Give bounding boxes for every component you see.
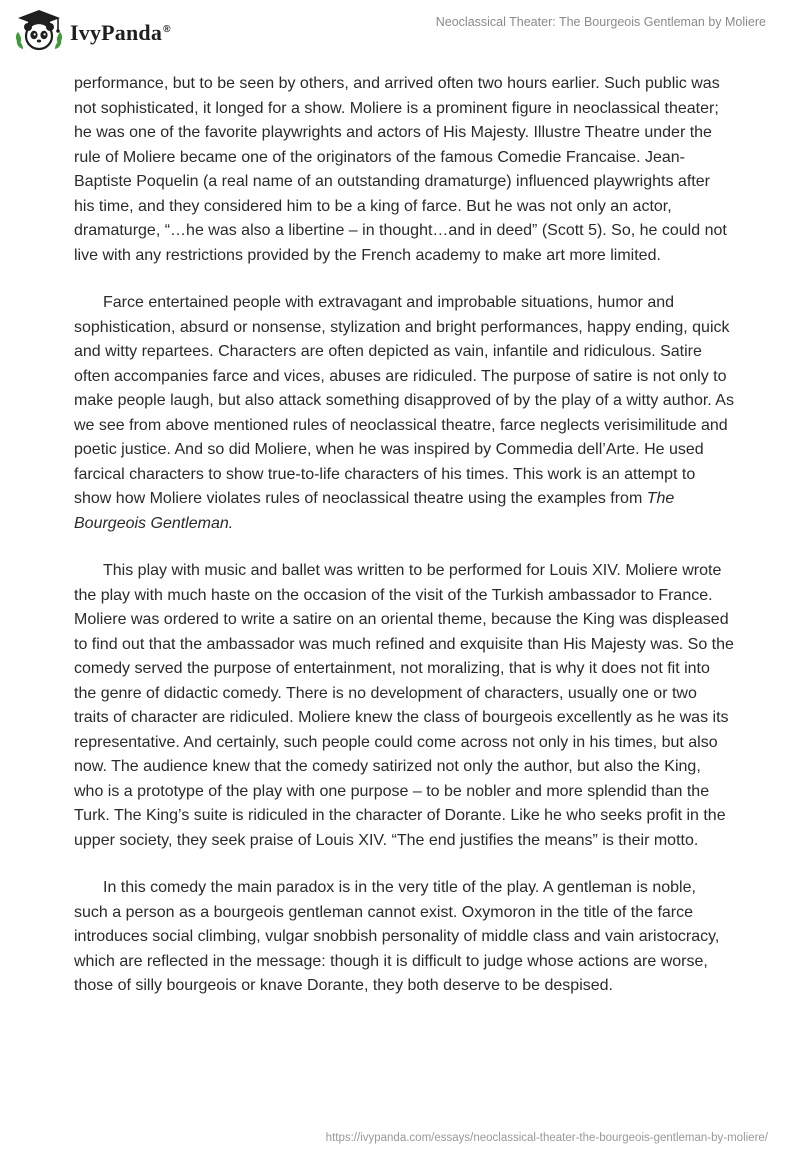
graduation-cap-panda-icon (14, 8, 64, 52)
paragraph-text: This play with music and ballet was written to be performed for Louis XIV. Moliere wrote the play with much haste on the occasion of the visit of the Turkish ambassador to France. Moliere was ordered to write a satire on an oriental theme, because the King was displeased to find out that the ambassador was much refined and exquisite than His Majesty was. So the comedy served the purpose of entertainment, not moralizing, that is why it does not fit into the genre of didactic comedy. There is no development of characters, usually one or two traits of character are ridiculed. Moliere knew the class of bourgeois excellently as he was its representative. And certainly, such people could come across not only in his times, but also now. The audience knew that the comedy satirized not only the author, but also the King, who is a prototype of the play with one purpose – to be nobler and more splendid than the Turk. The King’s suite is ridiculed in the character of Dorante. Like he who seeks profit in the upper society, they seek praise of Louis XIV. “The end justifies the means” is their motto. (74, 562, 734, 849)
paragraph-text: performance, but to be seen by others, and arrived often two hours earlier. Such public was not sophisticated, it longed for a show. Moliere is a prominent figure in neoclassical theater; he was one of the favorite playwrights and actors of His Majesty. Illustre Theatre under the rule of Moliere became one of the originators of the famous Comedie Francaise. Jean-Baptiste Poquelin (a real name of an outstanding dramaturge) influenced playwrights after his time, and they considered him to be a king of farce. But he was not only an actor, dramaturge, “…he was also a libertine – in thought…and in deed” (Scott 5). So, he could not live with any restrictions provided by the French academy to make art more limited. (74, 75, 727, 264)
brand-name-text: IvyPanda (70, 20, 163, 45)
paragraph (74, 876, 734, 999)
source-url[interactable]: https://ivypanda.com/essays/neoclassical-theater-the-bourgeois-gentleman-by-moliere/ (325, 1132, 768, 1144)
ivypanda-logo[interactable] (14, 8, 171, 52)
paragraph-text: Farce entertained people with extravagant and improbable situations, humor and sophistication, absurd or nonsense, stylization and bright performances, happy ending, quick and witty repartees. Characters are often depicted as vain, infantile and ridiculous. Satire often accompanies farce and vices, abuses are ridiculed. The purpose of satire is not only to make people laugh, but also attack something disapproved of by the play of a witty author. As we see from above mentioned rules of neoclassical theatre, farce neglects verisimilitude and poetic justice. And so did Moliere, when he was inspired by Commedia dell’Arte. He used farcical characters to show true-to-life characters of his times. This work is an attempt to show how Moliere violates rules of neoclassical theatre using the examples from (74, 294, 734, 507)
registered-mark: ® (163, 23, 171, 35)
essay-body (74, 72, 734, 1022)
page-header (0, 0, 800, 64)
brand-name (70, 20, 171, 46)
paragraph (74, 72, 734, 268)
play-title-italic: The Bourgeois Gentleman. (74, 490, 675, 532)
paragraph (74, 291, 734, 536)
document-title: Neoclassical Theater: The Bourgeois Gentleman by Moliere (435, 15, 766, 29)
paragraph-text: In this comedy the main paradox is in the very title of the play. A gentleman is noble, such a person as a bourgeois gentleman cannot exist. Oxymoron in the title of the farce introduces social climbing, vulgar snobbish personality of middle class and vain aristocracy, which are reflected in the message: though it is difficult to judge whose actions are worse, those of silly bourgeois or knave Dorante, they both deserve to be despised. (74, 879, 720, 994)
paragraph (74, 559, 734, 853)
